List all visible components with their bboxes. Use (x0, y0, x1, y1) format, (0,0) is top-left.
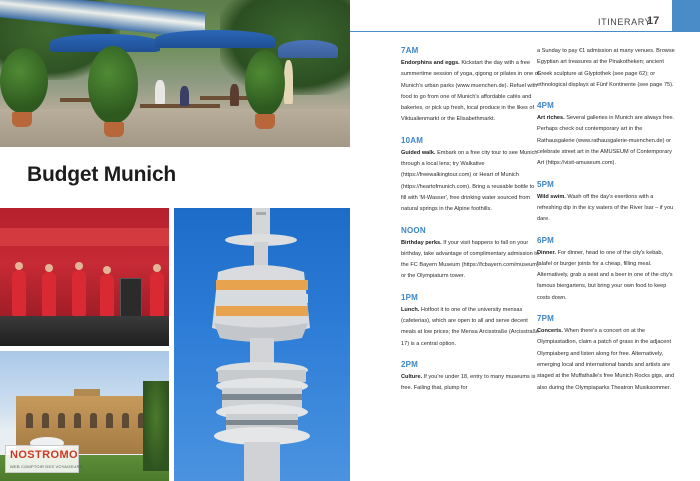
entry-lead: Birthday perks. (401, 239, 442, 246)
nostromo-logo (5, 445, 83, 473)
entry-text: Several galleries in Munich are always free. Perhaps check out contemporary art in the Rathausgalerie (www.rathausgalerie-muenchen.de) or celebrate street art in the AMUSEUM of Contemporary Art (https://visit-amuseum.com). (537, 115, 675, 167)
entry-time: 5PM (537, 179, 555, 189)
itinerary-column-1 (401, 46, 541, 405)
entry-time: 7PM (537, 314, 555, 324)
itinerary-entry (401, 226, 541, 283)
itinerary-entry (537, 180, 677, 226)
entry-lead: Art riches. (537, 115, 565, 122)
itinerary-entry (537, 314, 677, 394)
entry-lead: Guided walk. (401, 149, 436, 156)
logo-name: NOSTROMO (10, 449, 78, 461)
itinerary-entry (537, 236, 677, 304)
entry-time: 2PM (401, 359, 419, 369)
entry-text: For dinner, head to one of the city's kebab, falafel or burger joints for a cheap, filling meal. Alternatively, grab a seat and a beer in one of the city's famous biergartens, but bring your own food to keep costs down. (537, 249, 673, 301)
itinerary-entry (401, 360, 541, 395)
olympiaturm-photo (174, 208, 350, 481)
entry-text: If your visit happens to fall on your birthday, take advantage of complimentary admission to the FC Bayern Museum (https://fcbayern.com/museum) or the Olympiaturm tower. (401, 239, 539, 280)
page-number: 17 (647, 15, 660, 27)
entry-time: 6PM (537, 235, 555, 245)
fc-bayern-museum-photo (0, 208, 169, 346)
entry-text: If you're under 18, entry to many museums is free. Failing that, plump for (401, 373, 536, 392)
entry-lead: Lunch. (401, 306, 420, 313)
right-page (350, 0, 700, 481)
entry-text: Wash off the day's exertions with a refreshing dip in the icy waters of the River Isar – if you dare. (537, 193, 674, 223)
entry-lead: Wild swim. (537, 193, 566, 200)
section-title: Budget Munich (27, 163, 177, 186)
entry-time: 7AM (401, 46, 419, 55)
entry-text: a Sunday to pay €1 admission at many venues. Browse Egyptian art treasures at the Pinakotheken; ancient Greek sculpture at Glyptothek (see page 62); or ethnological displays at Fünf Kontinente (see page 75). (537, 48, 675, 88)
entry-lead: Culture. (401, 373, 423, 380)
itinerary-column-2 (537, 46, 677, 404)
itinerary-entry (537, 101, 677, 169)
entry-time: 4PM (537, 101, 555, 111)
logo-tagline: WEB COMPTOIR DES VOYAGEURS (10, 464, 83, 469)
tower-illustration (174, 208, 350, 481)
header-tab (672, 0, 700, 32)
beer-garden-photo (0, 0, 350, 147)
itinerary-entry (401, 293, 541, 350)
entry-lead: Concerts. (537, 328, 563, 335)
entry-time: 10AM (401, 135, 424, 145)
entry-lead: Dinner. (537, 249, 556, 256)
entry-text: Embark on a free city tour to see Munich through a local lens; try Walkative (https://freewalkingtour.com) or Heart of Munich (https://heartofmunich.com). Bring a reusable bottle to fill with 'M-Wasser', free drinking water sourced from natural springs in the Alpine foothills. (401, 149, 538, 213)
entry-text: Kickstart the day with a free summertime session of yoga, qigong or pilates in one of Munich's urban parks (www.muenchen.de). Refuel with food to go from one of Munich's affordable cafés and bakeries, or pick up fresh, local produce in the likes of Viktualienmarkt or the Elisabethmarkt. (401, 60, 540, 123)
itinerary-entry (401, 46, 541, 126)
entry-time: NOON (401, 225, 426, 235)
entry-text: Hotfoot it to one of the university mensas (cafeterias), which are open to all and serve decent meals at low prices; the Mensa Arcisstraße (Arcisstraße 17) is a central option. (401, 306, 540, 347)
entry-text: When there's a concert on at the Olympiastadion, claim a patch of grass in the adjacent Olympiaberg and listen along for free. Alternatively, emerging local and international bands and artists are staged at the Muffathalle's free Munich Rocks gigs, and also during the Olympiaparks Theatron Musiksommer. (537, 328, 675, 391)
header-rule (350, 31, 672, 32)
itinerary-entry-continued (537, 46, 677, 91)
entry-time: 1PM (401, 292, 419, 302)
entry-lead: Endorphins and eggs. (401, 60, 460, 66)
running-head: ITINERARY (598, 17, 652, 27)
itinerary-entry (401, 136, 541, 216)
